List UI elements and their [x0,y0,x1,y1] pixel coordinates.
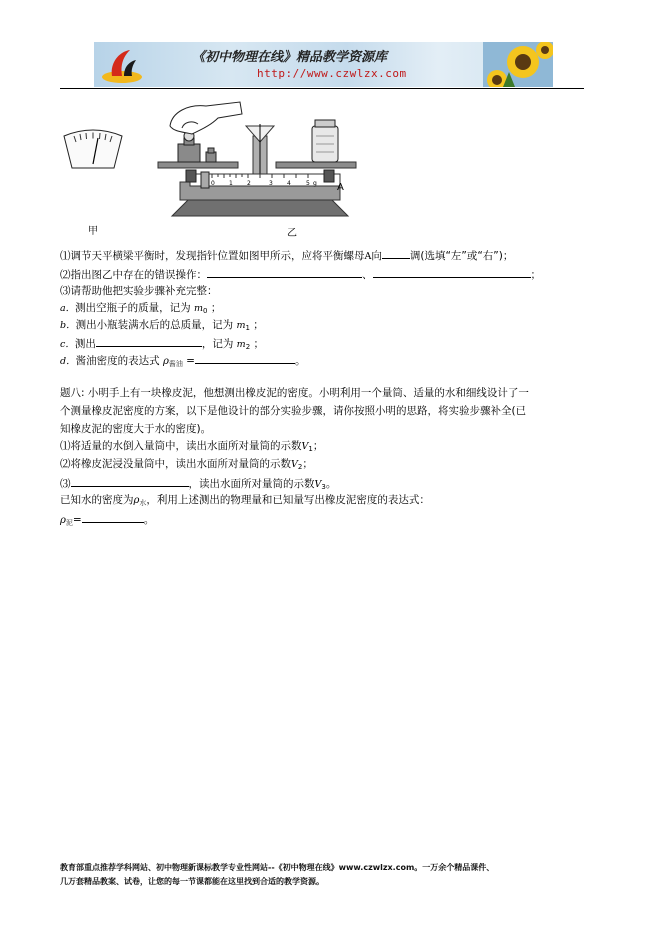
sunflower-icon [483,42,553,87]
balance-diagram [60,96,440,246]
banner-title: 《初中物理在线》精品教学资源库 [192,50,388,65]
step-end: ； [210,302,222,314]
q8-step-4 [60,493,430,510]
variable: m [194,303,204,314]
variable-sub: 3 [321,483,326,491]
answer-blank[interactable] [96,335,202,347]
q8-step-2 [60,457,313,474]
rho-sub: 酱油 [168,360,183,368]
step-text: 测出 [74,338,96,350]
answer-blank[interactable] [71,475,189,487]
scale-tick-label: 0 [211,180,215,187]
variable: V [291,459,298,470]
scale-tick-label: 4 [287,180,291,187]
scale-unit-label: g [313,180,317,187]
banner-url[interactable]: http://www.czwlzx.com [257,67,407,80]
variable: m [236,339,246,350]
footer-line-1: 教育部重点推荐学科网站、初中物理新课标教学专业性网站--《初中物理在线》www.czwlzx.com。一万余个精品课件、 [60,863,495,872]
q8-step-5 [60,511,154,530]
q7-l3-text: ⑶请帮助他把实验步骤补充完整： [60,285,218,297]
step-text: ⑵将橡皮泥浸没量筒中，读出水面所对量筒的示数 [60,458,291,470]
footer-line-2: 几万套精品教案、试卷，让您的每一节课都能在这里找到合适的教学资源。 [60,877,324,886]
figure-label-yi: 乙 [287,228,297,239]
variable-sub: 2 [245,343,251,351]
step-text: 测出空瓶子的质量，记为 [75,302,191,314]
step-text: 已知水的密度为 [60,494,134,506]
variable-sub: 0 [203,307,208,315]
scale-tick-label: 1 [229,180,233,187]
q7-l1-nut: A [364,251,372,262]
step-label: b． [60,320,76,331]
variable-sub: 2 [297,463,303,471]
figure-label-jia: 甲 [88,226,98,237]
answer-blank[interactable] [195,352,295,364]
q8-step-3 [60,475,336,494]
step-text-b: ，利用上述测出的物理量和已知量写出橡皮泥密度的表达式： [146,494,430,506]
step-end: ； [302,458,313,470]
step-end: ； [253,338,264,350]
pointer-scale-icon [64,130,122,168]
q7-l1-text-b: 向 [371,250,382,262]
q7-line-1 [60,247,513,264]
step-text: 测出小瓶装满水后的总质量，记为 [75,319,234,331]
step-end: 。 [143,514,155,526]
step-end: 。 [294,355,306,367]
figure-label-a: A [337,182,344,193]
footer [60,861,600,889]
rho-sub: 水 [139,499,147,507]
step-label: a． [60,303,76,314]
answer-blank[interactable] [373,266,531,278]
answer-blank[interactable] [382,247,410,259]
step-text: ，读出水面所对量筒的示数 [188,478,315,490]
equals: = [186,355,195,367]
step-text-mid: ，记为 [201,338,234,350]
variable: V [314,479,322,490]
variable: V [301,441,309,452]
answer-blank[interactable] [82,511,144,523]
step-text: 酱油密度的表达式 [75,355,160,367]
q8-step-1 [60,439,323,456]
step-label: d． [60,356,76,367]
rho-symbol: ρ [133,495,140,506]
step-text: ⑴将适量的水倒入量筒中，读出水面所对量筒的示数 [60,440,302,452]
q7-line-3 [60,284,218,298]
variable-sub: 1 [308,445,313,453]
step-end: ； [312,440,324,452]
scale-tick-label: 2 [247,180,251,187]
step-label: ⑶ [60,478,71,490]
header-divider [60,88,584,89]
step-end: 。 [325,478,337,490]
scale-tick-label: 3 [269,180,273,187]
q7-l2-text: ⑵指出图乙中存在的错误操作： [60,269,207,281]
q8-para-line-3: 知橡皮泥的密度大于水的密度)。 [60,423,212,435]
q7-l2-end: ； [530,269,541,281]
q7-l1-text: ⑴调节天平横梁平衡时，发现指针位置如图甲所示，应将平衡螺母 [60,250,365,262]
q7-step-d [60,352,305,371]
scale-tick-label: 5 [306,180,310,187]
logo-icon [100,46,144,84]
q7-l2-sep: 、 [362,269,373,281]
q7-step-b [60,318,264,335]
variable-sub: 1 [245,324,250,332]
answer-blank[interactable] [207,266,362,278]
step-label: c． [60,339,75,350]
rho-symbol: ρ [162,356,169,367]
rho-symbol: ρ [60,515,66,526]
q8-paragraph [60,384,529,438]
q8-para-line-1: 题八: 小明手上有一块橡皮泥，他想测出橡皮泥的密度。小明利用一个量筒、适量的水和细线设计了一 [60,387,529,399]
header-banner [94,42,553,87]
step-end: ； [253,319,264,331]
equals: = [72,514,82,526]
q7-l1-text-c: 调(选填“左”或“右”)； [409,250,514,262]
rho-sub: 泥 [65,519,73,527]
balance-figure [60,96,440,246]
variable: m [236,320,246,331]
q8-para-line-2: 个测量橡皮泥密度的方案，以下是他设计的部分实验步骤，请你按照小明的思路，将实验步骤补全(已 [60,405,527,417]
q7-line-2 [60,266,541,282]
q7-step-a [60,301,221,318]
